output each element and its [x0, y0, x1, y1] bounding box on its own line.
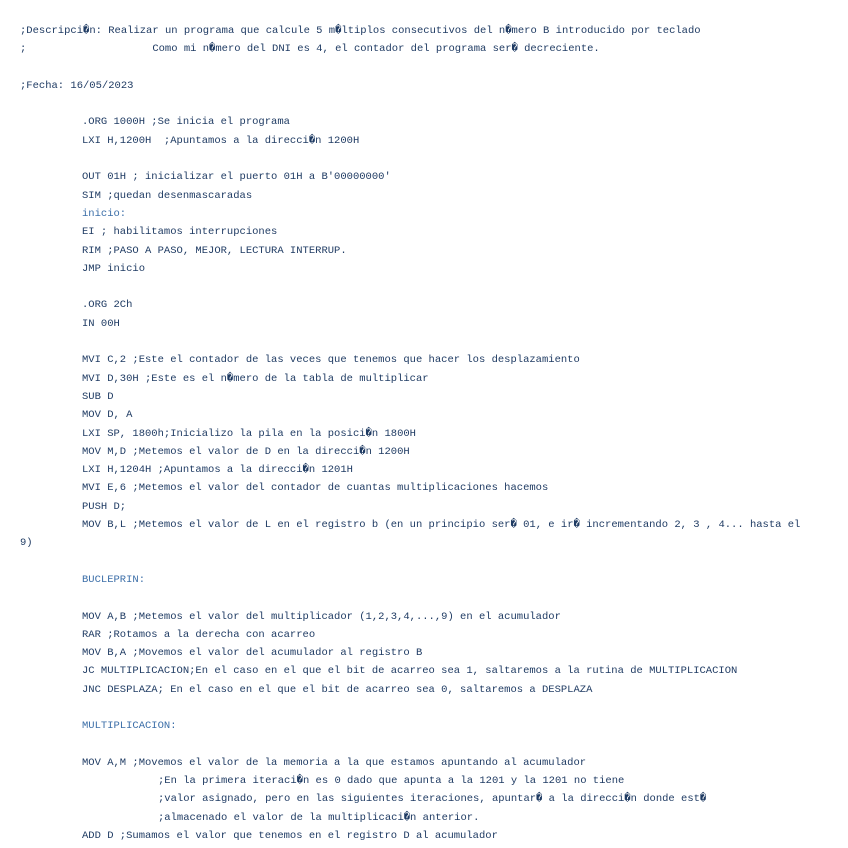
- code-line-mov-b-l: MOV B,L ;Metemos el valor de L en el registro b (en un principio ser� 01, e ir� incrementando 2, 3 , 4... hasta el: [82, 519, 801, 531]
- code-line-rim: RIM ;PASO A PASO, MEJOR, LECTURA INTERRUP.: [82, 245, 347, 257]
- code-line-mov-a-m: MOV A,M ;Movemos el valor de la memoria a la que estamos apuntando al acumulador: [82, 757, 587, 769]
- code-line-description: ;Descripci�n: Realizar un programa que calcule 5 m�ltiplos consecutivos del n�mero B introducido por teclado: [20, 25, 701, 37]
- code-line-ei: EI ; habilitamos interrupciones: [82, 226, 278, 238]
- code-line-mov-b-l-wrap: 9): [20, 537, 33, 549]
- code-comment-line-3: ;almacenado el valor de la multiplicaci�n anterior.: [158, 812, 480, 824]
- code-line-jc: JC MULTIPLICACION;En el caso en el que el bit de acarreo sea 1, saltaremos a la rutina de MULTIPLICACION: [82, 665, 738, 677]
- code-line-jmp-inicio: JMP inicio: [82, 263, 146, 275]
- code-line-org-2ch: .ORG 2Ch: [82, 299, 133, 311]
- code-line-add-d: ADD D ;Sumamos el valor que tenemos en el registro D al acumulador: [82, 830, 498, 842]
- code-line-rar: RAR ;Rotamos a la derecha con acarreo: [82, 629, 316, 641]
- code-line-lxi-sp: LXI SP, 1800h;Inicializo la pila en la posici�n 1800H: [82, 428, 416, 440]
- code-comment-line-2: ;valor asignado, pero en las siguientes iteraciones, apuntar� a la direcci�n donde est�: [158, 793, 707, 805]
- code-line-description-cont: ; Como mi n�mero del DNI es 4, el contador del programa ser� decreciente.: [20, 43, 600, 55]
- code-line-out-01h: OUT 01H ; inicializar el puerto 01H a B'00000000': [82, 171, 391, 183]
- code-label-inicio: inicio:: [82, 208, 127, 220]
- code-line-mov-b-a: MOV B,A ;Movemos el valor del acumulador al registro B: [82, 647, 423, 659]
- code-label-bucleprin: BUCLEPRIN:: [82, 574, 146, 586]
- code-line-mvi-d: MVI D,30H ;Este es el n�mero de la tabla de multiplicar: [82, 373, 429, 385]
- code-label-multiplicacion: MULTIPLICACION:: [82, 720, 177, 732]
- code-line-date: ;Fecha: 16/05/2023: [20, 80, 134, 92]
- code-line-lxi-1200h: LXI H,1200H ;Apuntamos a la direcci�n 1200H: [82, 135, 360, 147]
- code-comment-line-1: ;En la primera iteraci�n es 0 dado que apunta a la 1201 y la 1201 no tiene: [158, 775, 625, 787]
- code-line-mvi-c: MVI C,2 ;Este el contador de las veces que tenemos que hacer los desplazamiento: [82, 354, 580, 366]
- code-line-org-1000h: .ORG 1000H ;Se inicia el programa: [82, 116, 290, 128]
- code-line-sim: SIM ;quedan desenmascaradas: [82, 190, 253, 202]
- code-line-mov-d-a: MOV D, A: [82, 409, 133, 421]
- code-line-lxi-1204h: LXI H,1204H ;Apuntamos a la direcci�n 1201H: [82, 464, 353, 476]
- code-line-in-00h: IN 00H: [82, 318, 120, 330]
- code-line-push-d: PUSH D;: [82, 501, 127, 513]
- code-line-jnc: JNC DESPLAZA; En el caso en el que el bit de acarreo sea 0, saltaremos a DESPLAZA: [82, 684, 593, 696]
- code-line-mov-m-d: MOV M,D ;Metemos el valor de D en la direcci�n 1200H: [82, 446, 410, 458]
- code-line-mov-a-b: MOV A,B ;Metemos el valor del multiplicador (1,2,3,4,...,9) en el acumulador: [82, 611, 561, 623]
- code-line-sub-d: SUB D: [82, 391, 114, 403]
- code-line-mvi-e: MVI E,6 ;Metemos el valor del contador de cuantas multiplicaciones hacemos: [82, 482, 549, 494]
